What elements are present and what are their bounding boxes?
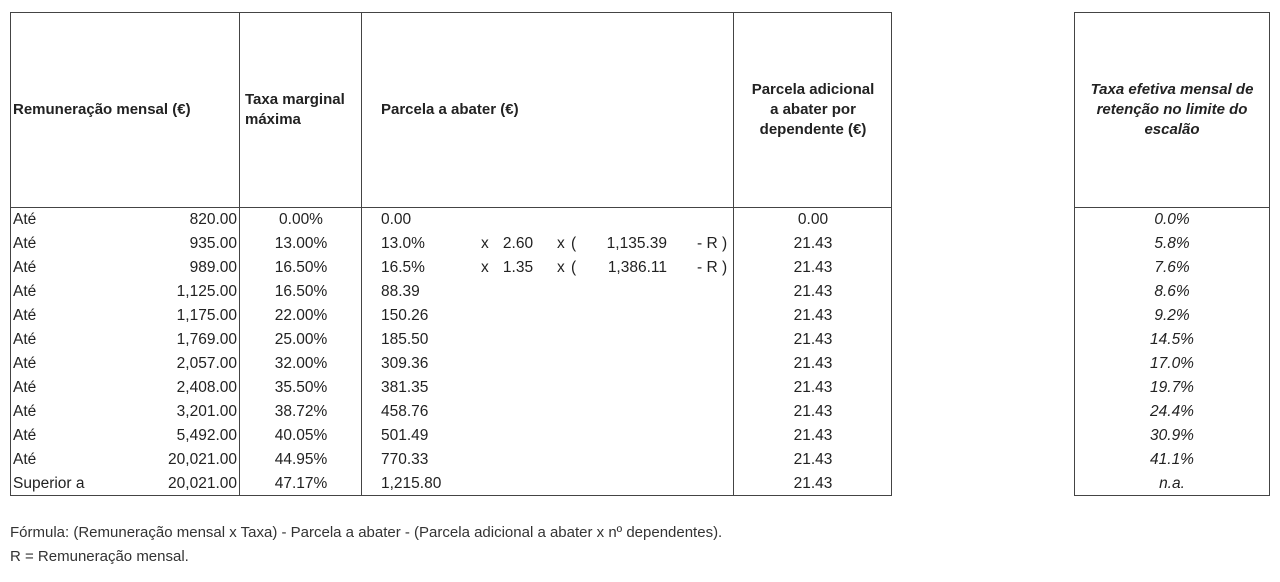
row-effective-rate: 5.8%	[1154, 235, 1190, 252]
row-label: Até	[13, 235, 37, 252]
row-effective-rate: 7.6%	[1154, 259, 1190, 276]
row-formula-value: 1,386.11	[607, 259, 667, 276]
row-dependent: 21.43	[793, 331, 833, 348]
row-dependent: 21.43	[793, 283, 833, 300]
table-row	[1075, 232, 1269, 256]
row-parcela: 88.39	[381, 283, 420, 300]
table-row	[1075, 352, 1269, 376]
table-row	[1075, 208, 1269, 232]
row-rate: 40.05%	[274, 427, 328, 444]
row-dependent: 0.00	[797, 211, 829, 228]
row-label: Até	[13, 403, 37, 420]
row-dependent: 21.43	[793, 475, 833, 492]
row-dependent: 21.43	[793, 355, 833, 372]
row-amount: 2,057.00	[176, 355, 237, 372]
row-label: Até	[13, 355, 37, 372]
row-rate: 25.00%	[274, 331, 328, 348]
row-parcela: 381.35	[381, 379, 429, 396]
row-amount: 20,021.00	[168, 451, 237, 468]
row-amount: 20,021.00	[168, 475, 237, 492]
row-effective-rate: 19.7%	[1150, 379, 1194, 396]
row-effective-rate: 8.6%	[1154, 283, 1190, 300]
row-formula-x: x	[481, 235, 489, 252]
row-amount: 1,125.00	[176, 283, 237, 300]
table-row	[11, 352, 891, 376]
effective-rate-table	[1074, 12, 1270, 496]
table-row	[11, 376, 891, 400]
row-effective-rate: 30.9%	[1150, 427, 1194, 444]
row-parcela: 458.76	[381, 403, 429, 420]
row-amount: 989.00	[189, 259, 237, 276]
header-parcela: Parcela a abater (€)	[381, 101, 519, 118]
row-parcela: 150.26	[381, 307, 429, 324]
table-row	[1075, 424, 1269, 448]
row-amount: 820.00	[189, 211, 237, 228]
header-efetiva: Taxa efetiva mensal de retenção no limite do escalão	[1090, 81, 1254, 138]
row-amount: 2,408.00	[176, 379, 237, 396]
row-parcela: 0.00	[381, 211, 412, 228]
row-parcela: 309.36	[381, 355, 429, 372]
table-row	[11, 232, 891, 256]
row-formula-paren: (	[571, 259, 577, 276]
effective-rate-body	[1075, 208, 1269, 496]
row-label: Superior a	[13, 475, 85, 492]
row-rate: 47.17%	[274, 475, 328, 492]
row-label: Até	[13, 451, 37, 468]
row-effective-rate: 0.0%	[1154, 211, 1190, 228]
formula-note: Fórmula: (Remuneração mensal x Taxa) - Parcela a abater - (Parcela adicional a abater x nº dependentes).	[10, 524, 723, 541]
row-formula-x: x	[557, 259, 565, 276]
row-label: Até	[13, 427, 37, 444]
row-amount: 3,201.00	[176, 403, 237, 420]
table-row	[11, 280, 891, 304]
row-label: Até	[13, 259, 37, 276]
table-row	[11, 400, 891, 424]
row-effective-rate: 9.2%	[1154, 307, 1190, 324]
row-dependent: 21.43	[793, 307, 833, 324]
row-formula-value: 1,135.39	[606, 235, 667, 252]
row-rate: 16.50%	[274, 259, 328, 276]
row-dependent: 21.43	[793, 379, 833, 396]
table-row	[11, 424, 891, 448]
row-amount: 935.00	[189, 235, 237, 252]
row-rate: 44.95%	[274, 451, 328, 468]
r-definition-note: R = Remuneração mensal.	[10, 548, 189, 565]
row-effective-rate: 14.5%	[1150, 331, 1194, 348]
row-parcela: 770.33	[381, 451, 429, 468]
row-amount: 1,769.00	[176, 331, 237, 348]
row-formula-x: x	[481, 259, 489, 276]
table-row	[11, 208, 891, 232]
row-parcela: 1,215.80	[381, 475, 442, 492]
row-formula-multiplier: 1.35	[502, 259, 534, 276]
row-effective-rate: n.a.	[1159, 475, 1185, 492]
row-effective-rate: 24.4%	[1150, 403, 1194, 420]
row-parcela: 185.50	[381, 331, 429, 348]
row-rate: 16.50%	[274, 283, 328, 300]
row-formula-multiplier: 2.60	[502, 235, 534, 252]
row-dependent: 21.43	[793, 235, 833, 252]
row-label: Até	[13, 283, 37, 300]
row-rate: 22.00%	[274, 307, 328, 324]
table-row	[11, 448, 891, 472]
row-label: Até	[13, 211, 37, 228]
table-row	[1075, 256, 1269, 280]
table-row	[1075, 472, 1269, 496]
table-row	[1075, 400, 1269, 424]
row-label: Até	[13, 331, 37, 348]
table-row	[1075, 328, 1269, 352]
table-row	[11, 304, 891, 328]
table-row	[1075, 304, 1269, 328]
row-rate: 13.00%	[274, 235, 328, 252]
table-row	[11, 328, 891, 352]
table-row	[1075, 448, 1269, 472]
row-dependent: 21.43	[793, 451, 833, 468]
header-adicional: Parcela adicional a abater por dependente (€)	[751, 81, 875, 138]
row-formula-r: - R )	[697, 235, 728, 252]
row-parcela: 13.0%	[381, 235, 425, 252]
row-amount: 1,175.00	[176, 307, 237, 324]
header-taxa: Taxa marginal máxima	[245, 91, 345, 128]
row-label: Até	[13, 307, 37, 324]
row-effective-rate: 41.1%	[1150, 451, 1194, 468]
table-body	[11, 208, 891, 496]
row-formula-paren: (	[571, 235, 577, 252]
table-row	[11, 472, 891, 496]
row-dependent: 21.43	[793, 259, 833, 276]
row-amount: 5,492.00	[176, 427, 237, 444]
row-parcela: 501.49	[381, 427, 429, 444]
table-row	[1075, 376, 1269, 400]
header-remuneracao: Remuneração mensal (€)	[13, 101, 191, 118]
row-dependent: 21.43	[793, 403, 833, 420]
row-rate: 0.00%	[279, 211, 323, 228]
table-row	[1075, 280, 1269, 304]
row-rate: 38.72%	[274, 403, 328, 420]
row-rate: 32.00%	[274, 355, 328, 372]
row-effective-rate: 17.0%	[1150, 355, 1194, 372]
row-dependent: 21.43	[793, 427, 833, 444]
row-formula-x: x	[557, 235, 565, 252]
row-formula-r: - R )	[697, 259, 728, 276]
row-rate: 35.50%	[274, 379, 328, 396]
row-label: Até	[13, 379, 37, 396]
row-parcela: 16.5%	[381, 259, 425, 276]
retention-table	[10, 12, 892, 496]
table-row	[11, 256, 891, 280]
